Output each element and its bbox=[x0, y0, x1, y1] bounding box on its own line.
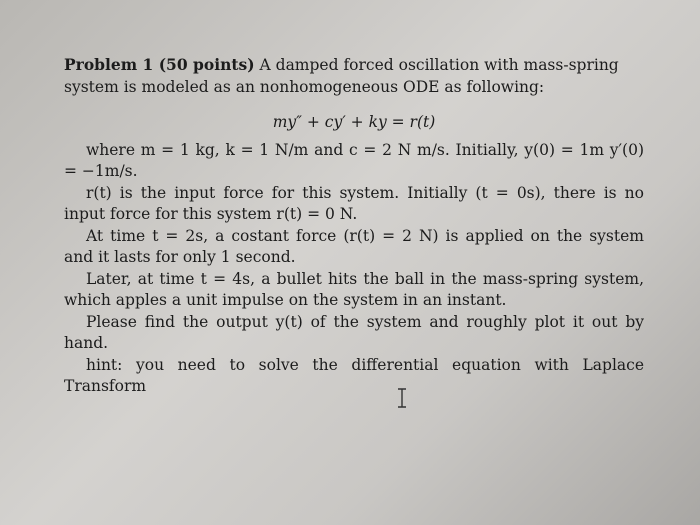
input-force-definition: r(t) is the input force for this system. Initially (t = 0s), there is no input force for this system r(t) = 0 N. bbox=[64, 183, 644, 223]
problem-text bbox=[64, 54, 644, 398]
impulse-paragraph: Later, at time t = 4s, a bullet hits the ball in the mass-spring system, which apples a unit impulse on the system in an instant. bbox=[64, 269, 644, 309]
problem-title: Problem 1 (50 points) bbox=[64, 55, 255, 74]
parameters-paragraph: where m = 1 kg, k = 1 N/m and c = 2 N m/s. Initially, y(0) = 1m y′(0) = −1m/s. bbox=[64, 140, 644, 180]
problem-intro: A damped forced oscillation with mass-spring system is modeled as an nonhomogeneous ODE as following: bbox=[64, 56, 619, 96]
constant-force-paragraph: At time t = 2s, a costant force (r(t) = 2 N) is applied on the system and it lasts for only 1 second. bbox=[64, 226, 644, 266]
text-cursor-icon bbox=[396, 388, 408, 408]
problem-header bbox=[64, 54, 644, 98]
task-paragraph: Please find the output y(t) of the system and roughly plot it out by hand. bbox=[64, 312, 644, 352]
hint-paragraph: hint: you need to solve the differential equation with Laplace Transform bbox=[64, 355, 644, 395]
ode-equation: my″ + cy′ + ky = r(t) bbox=[272, 113, 436, 131]
